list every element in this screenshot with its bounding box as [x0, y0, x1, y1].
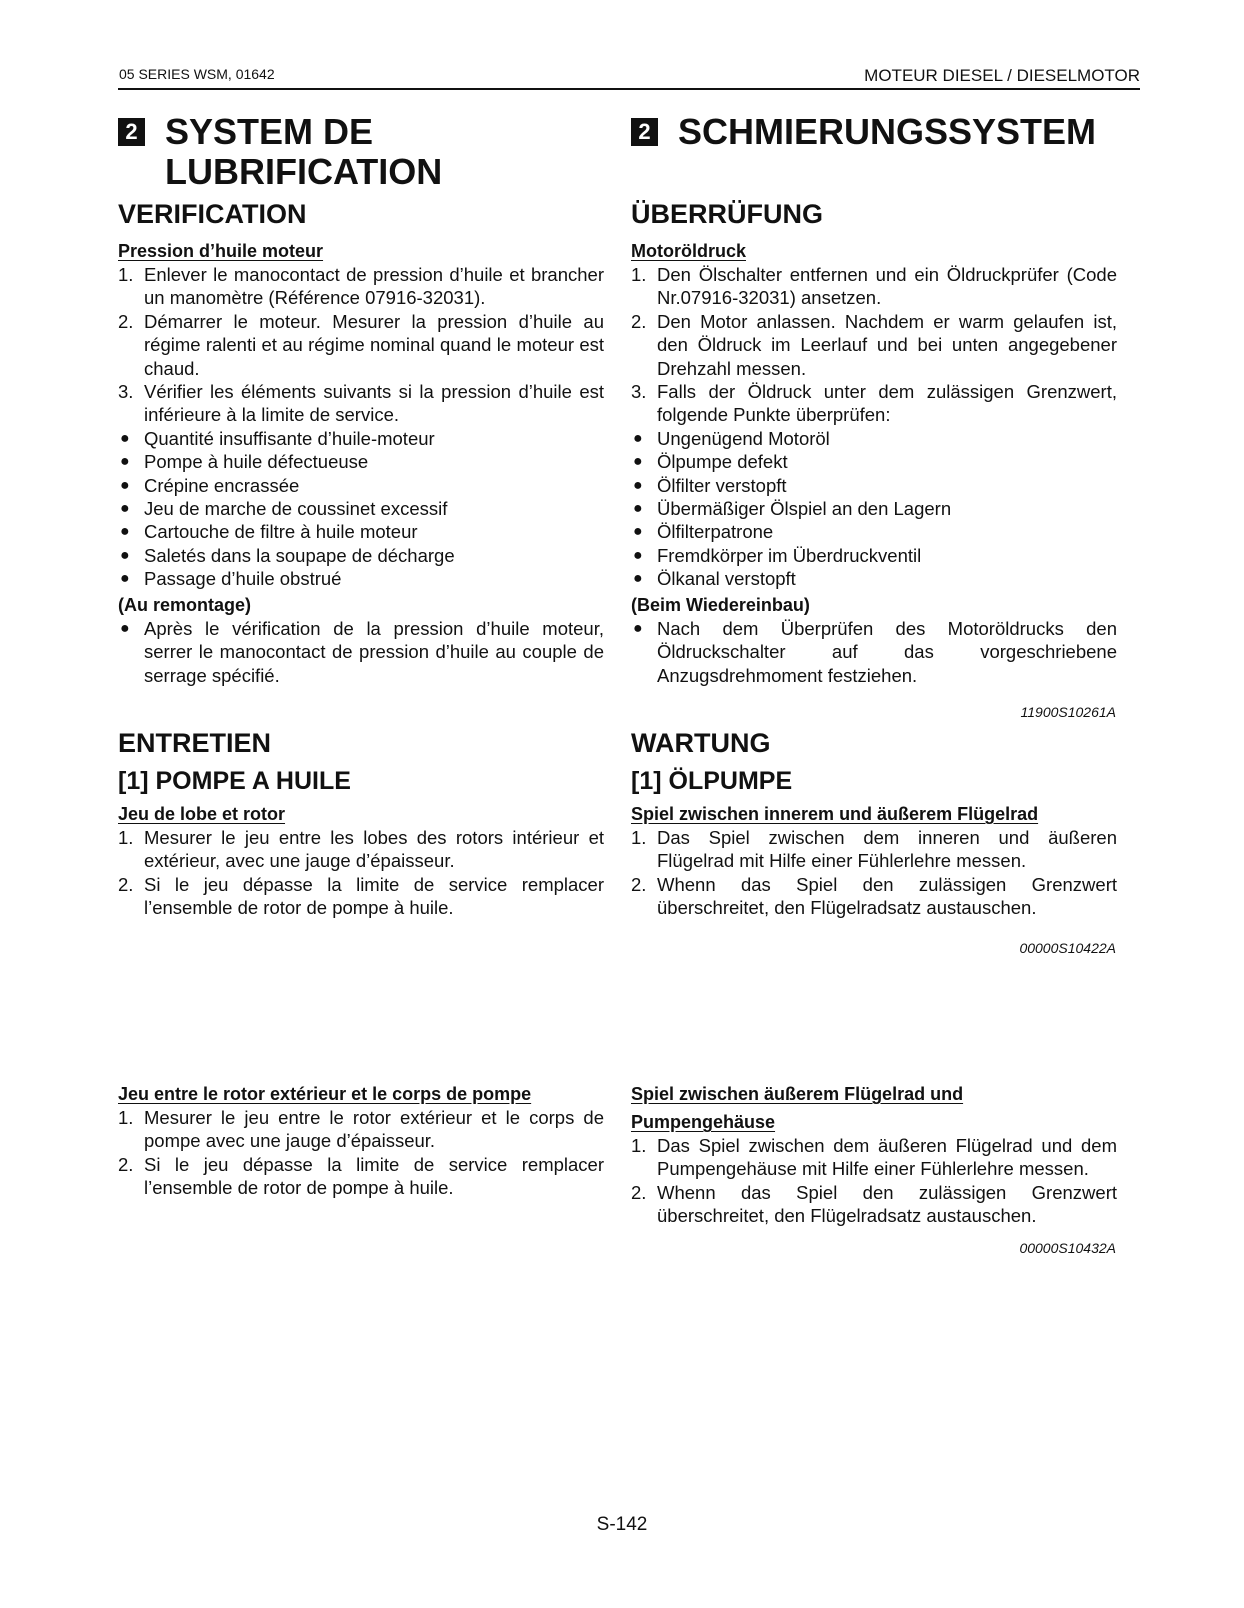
list-item: 2. Whenn das Spiel den zulässigen Grenzwert überschreitet, den Flügelradsatz austauschen. [631, 873, 1117, 919]
list-item: 3. Falls der Öldruck unter dem zulässigen Grenzwert, folgende Punkte überprüfen: [631, 381, 1117, 426]
list-item: ● Pompe à huile défectueuse [120, 451, 369, 473]
french-verification [118, 197, 604, 687]
german-rotor-lobe-subheading: Spiel zwischen innerem und äußerem Flügelrad [631, 804, 1039, 824]
section-number-badge: 2 [631, 118, 658, 146]
list-item: ● Jeu de marche de coussinet excessif [120, 498, 448, 520]
list-item: 2. Den Motor anlassen. Nachdem er warm gelaufen ist, den Öldruck im Leerlauf und bei unten angegebener Drehzahl messen. [631, 310, 1117, 379]
french-section-title: 2 SYSTEM DE LUBRIFICATION [118, 112, 604, 192]
header-rule [118, 88, 1140, 90]
list-item: ● Passage d’huile obstrué [120, 568, 342, 590]
list-item: 3. Vérifier les éléments suivants si la pression d’huile est inférieure à la limite de service. [118, 381, 604, 426]
list-item: ● Ölpumpe defekt [633, 451, 788, 473]
german-verification-subheading: Motoröldruck [631, 241, 746, 261]
list-item: ● Cartouche de filtre à huile moteur [120, 521, 418, 543]
list-item: ● Quantité insuffisante d’huile-moteur [120, 427, 435, 449]
french-verification-subheading: Pression d’huile moteur [118, 241, 324, 261]
page-number: S-142 [596, 1514, 648, 1535]
german-rotor-housing-subheading-cont: Pumpengehäuse [631, 1112, 776, 1132]
list-item: 1. Das Spiel zwischen dem inneren und äußeren Flügelrad mit Hilfe einer Fühlerlehre messen. [631, 827, 1117, 872]
french-rotor-housing-subheading: Jeu entre le rotor extérieur et le corps de pompe [118, 1084, 532, 1104]
german-reassembly-note: ● Nach dem Überprüfen des Motoröldrucks den Öldruckschalter auf das vorgeschriebene Anzugsdrehmoment festziehen. [633, 617, 1117, 686]
list-item: ● Ungenügend Motoröl [633, 427, 830, 449]
french-check-bullets [118, 427, 604, 591]
list-item: ● Fremdkörper im Überdruckventil [633, 544, 922, 566]
document-code: 00000S10432A [1019, 1240, 1116, 1256]
list-item: 1. Mesurer le jeu entre le rotor extérieur et le corps de pompe avec une jauge d’épaisseur. [118, 1107, 604, 1152]
french-verification-heading: VERIFICATION [118, 199, 307, 229]
list-item: ● Ölfilter verstopft [633, 474, 787, 496]
section-number-badge: 2 [118, 118, 145, 146]
list-item: 2. Démarrer le moteur. Mesurer la pression d’huile au régime ralenti et au régime nominal quand le moteur est chaud. [118, 310, 604, 379]
list-item: 2. Si le jeu dépasse la limite de service remplacer l’ensemble de rotor de pompe à huile. [118, 1153, 604, 1199]
list-item: ● Saletés dans la soupape de décharge [120, 544, 455, 566]
header-right: MOTEUR DIESEL / DIESELMOTOR [864, 66, 1140, 85]
list-item: 1. Mesurer le jeu entre les lobes des rotors intérieur et extérieur, avec une jauge d’épaisseur. [118, 827, 604, 872]
list-item: 1. Den Ölschalter entfernen und ein Öldruckprüfer (Code Nr.07916-32031) ansetzen. [631, 264, 1117, 309]
french-maintenance-heading: ENTRETIEN [118, 728, 272, 758]
french-reassembly-note: ● Après le vérification de la pression d’huile moteur, serrer le manocontact de pression d’huile au couple de serrage spécifié. [120, 617, 604, 686]
french-rotor-lobe-subheading: Jeu de lobe et rotor [118, 804, 286, 824]
french-verification-steps [118, 263, 604, 427]
german-section-title: 2 SCHMIERUNGSSYSTEM [631, 112, 1117, 152]
french-pump-heading: [1] POMPE A HUILE [118, 767, 351, 795]
french-reassembly-label: (Au remontage) [118, 594, 252, 615]
german-verification-heading: ÜBERRÜFUNG [631, 199, 823, 229]
list-item: ● Crépine encrassée [120, 474, 300, 496]
french-rotor-housing [118, 1082, 604, 1200]
list-item: ● Ölkanal verstopft [633, 568, 796, 590]
list-item: 1. Das Spiel zwischen dem äußeren Flügelrad und dem Pumpengehäuse mit Hilfe einer Fühlerlehre messen. [631, 1135, 1117, 1180]
french-title-block [118, 112, 604, 192]
german-verification [631, 197, 1117, 687]
list-item: 2. Si le jeu dépasse la limite de service remplacer l’ensemble de rotor de pompe à huile. [118, 873, 604, 919]
list-item: ● Übermäßiger Ölspiel an den Lagern [633, 498, 952, 520]
list-item: 1. Enlever le manocontact de pression d’huile et brancher un manomètre (Référence 07916-32031). [118, 264, 604, 309]
german-pump-heading: [1] ÖLPUMPE [631, 767, 793, 795]
document-code: 00000S10422A [1019, 940, 1116, 956]
german-maintenance [631, 726, 1117, 920]
list-item: ● Ölfilterpatrone [633, 521, 774, 543]
german-rotor-housing [631, 1082, 1117, 1228]
french-maintenance [118, 726, 604, 920]
german-title-block [631, 112, 1117, 152]
document-code: 11900S10261A [1020, 704, 1116, 720]
german-rotor-housing-subheading: Spiel zwischen äußerem Flügelrad und [631, 1084, 964, 1104]
german-maintenance-heading: WARTUNG [631, 728, 771, 758]
list-item: 2. Whenn das Spiel den zulässigen Grenzwert überschreitet, den Flügelradsatz austauschen. [631, 1181, 1117, 1227]
german-reassembly-label: (Beim Wiedereinbau) [631, 594, 810, 615]
header-left: 05 SERIES WSM, 01642 [119, 66, 275, 82]
